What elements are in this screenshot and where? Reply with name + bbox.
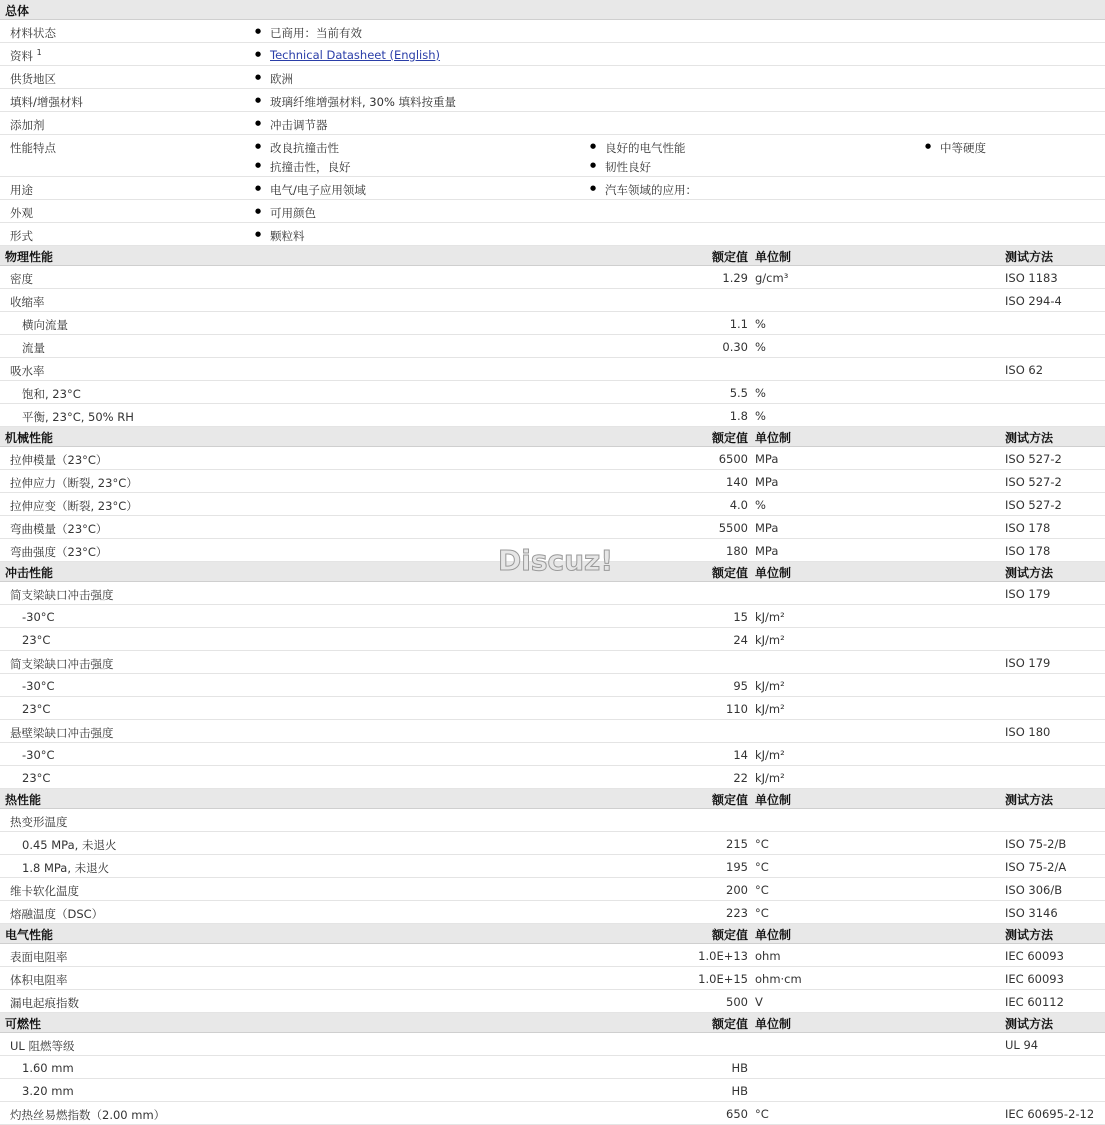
table-row <box>0 697 1105 720</box>
row-value: 140 <box>726 475 748 489</box>
row-value: 110 <box>726 702 748 716</box>
table-row <box>0 855 1105 878</box>
bullet-item: ● 电气/电子应用领域 <box>270 182 366 198</box>
row-label: 悬壁梁缺口冲击强度 <box>10 726 114 740</box>
row-value: 1.29 <box>722 271 748 285</box>
footnote-marker: 1 <box>36 48 42 58</box>
row-unit: kJ/m² <box>755 771 785 785</box>
row-value: 223 <box>726 906 748 920</box>
row-value: 0.30 <box>722 340 748 354</box>
table-row <box>0 990 1105 1013</box>
table-row <box>0 135 1105 177</box>
row-value: 200 <box>726 883 748 897</box>
row-label: 弯曲模量（23°C） <box>10 522 108 536</box>
row-unit: kJ/m² <box>755 633 785 647</box>
row-value: HB <box>731 1061 748 1075</box>
row-label: 材料状态 <box>10 26 56 40</box>
table-row <box>0 335 1105 358</box>
col-header-value: 额定值 <box>711 928 748 942</box>
section-header-mechanical <box>0 427 1105 447</box>
row-unit: % <box>755 386 766 400</box>
table-row <box>0 266 1105 289</box>
col-header-value: 额定值 <box>711 566 748 580</box>
col-header-method: 测试方法 <box>1005 250 1054 264</box>
section-title: 机械性能 <box>5 431 54 445</box>
row-method: IEC 60093 <box>1005 949 1064 963</box>
table-row <box>0 1102 1105 1125</box>
row-label: 1.60 mm <box>22 1061 74 1075</box>
col-header-unit: 单位制 <box>755 431 792 445</box>
row-label: 简支梁缺口冲击强度 <box>10 657 114 671</box>
row-unit: kJ/m² <box>755 748 785 762</box>
row-method: ISO 178 <box>1005 544 1051 558</box>
row-unit: MPa <box>755 544 779 558</box>
row-unit: ohm <box>755 949 781 963</box>
table-row <box>0 809 1105 832</box>
row-method: ISO 179 <box>1005 656 1051 670</box>
row-unit: g/cm³ <box>755 271 789 285</box>
row-unit: % <box>755 340 766 354</box>
table-row <box>0 1033 1105 1056</box>
row-method: ISO 527-2 <box>1005 452 1062 466</box>
watermark: Discuz! <box>498 544 614 577</box>
col-header-value: 额定值 <box>711 250 748 264</box>
row-label: -30°C <box>22 610 55 624</box>
row-label: 热变形温度 <box>10 815 68 829</box>
row-value: 1.1 <box>729 317 748 331</box>
row-label: 流量 <box>22 341 45 355</box>
table-row <box>0 1056 1105 1079</box>
row-unit: kJ/m² <box>755 702 785 716</box>
row-label: 添加剂 <box>10 118 45 132</box>
row-value: 195 <box>726 860 748 874</box>
table-row <box>0 381 1105 404</box>
bullet-item: ● 韧性良好 <box>605 159 651 175</box>
col-header-value: 额定值 <box>711 431 748 445</box>
row-unit: % <box>755 498 766 512</box>
bullet-item: ● 冲击调节器 <box>270 117 328 133</box>
row-unit: MPa <box>755 452 779 466</box>
row-label: 23°C <box>22 702 51 716</box>
row-method: IEC 60695-2-12 <box>1005 1107 1095 1121</box>
row-label: 资料 $^1$ <box>10 48 42 63</box>
row-value: HB <box>731 1084 748 1098</box>
table-row <box>0 223 1105 246</box>
table-row <box>0 1079 1105 1102</box>
row-label: 维卡软化温度 <box>10 884 79 898</box>
row-label: 拉伸应变（断裂, 23°C） <box>10 499 138 513</box>
row-unit: ohm·cm <box>755 972 802 986</box>
row-label: 灼热丝易燃指数（2.00 mm） <box>10 1108 166 1122</box>
col-header-unit: 单位制 <box>755 566 792 580</box>
col-header-unit: 单位制 <box>755 793 792 807</box>
row-label: 形式 <box>10 229 33 243</box>
bullet-item: ● 汽车领域的应用： <box>605 182 697 198</box>
table-row <box>0 89 1105 112</box>
row-method: ISO 306/B <box>1005 883 1063 897</box>
bullet-item: ● 颗粒料 <box>270 228 305 244</box>
col-header-method: 测试方法 <box>1005 566 1054 580</box>
row-label: 23°C <box>22 633 51 647</box>
table-row <box>0 358 1105 381</box>
table-row <box>0 516 1105 539</box>
table-row <box>0 832 1105 855</box>
row-label: 熔融温度（DSC） <box>10 907 104 921</box>
row-unit: kJ/m² <box>755 679 785 693</box>
row-method: ISO 527-2 <box>1005 475 1062 489</box>
bullet-item: ● 中等硬度 <box>940 140 986 156</box>
col-header-method: 测试方法 <box>1005 431 1054 445</box>
row-label: 弯曲强度（23°C） <box>10 545 108 559</box>
table-row <box>0 878 1105 901</box>
table-row <box>0 967 1105 990</box>
section-title: 电气性能 <box>5 928 54 942</box>
section-title: 总体 <box>5 4 30 18</box>
row-method: ISO 1183 <box>1005 271 1058 285</box>
col-header-unit: 单位制 <box>755 928 792 942</box>
section-title: 物理性能 <box>5 250 54 264</box>
table-row <box>0 404 1105 427</box>
row-unit: V <box>755 995 763 1009</box>
row-method: ISO 179 <box>1005 587 1051 601</box>
row-method: IEC 60112 <box>1005 995 1064 1009</box>
table-row <box>0 743 1105 766</box>
row-label: 填料/增强材料 <box>10 95 83 109</box>
row-label: 拉伸应力（断裂, 23°C） <box>10 476 138 490</box>
row-value: 4.0 <box>729 498 748 512</box>
row-label: 简支梁缺口冲击强度 <box>10 588 114 602</box>
table-row <box>0 605 1105 628</box>
row-value: 1.0E+13 <box>698 949 748 963</box>
row-value: 1.8 <box>729 409 748 423</box>
col-header-unit: 单位制 <box>755 250 792 264</box>
row-label: 3.20 mm <box>22 1084 74 1098</box>
row-label: 体积电阻率 <box>10 973 68 987</box>
row-unit: MPa <box>755 521 779 535</box>
row-value: 24 <box>733 633 748 647</box>
row-method: ISO 294-4 <box>1005 294 1062 308</box>
row-unit: kJ/m² <box>755 610 785 624</box>
row-label: 23°C <box>22 771 51 785</box>
col-header-method: 测试方法 <box>1005 793 1054 807</box>
table-row <box>0 289 1105 312</box>
row-value: 6500 <box>718 452 748 466</box>
row-label: 饱和, 23°C <box>22 387 81 401</box>
row-value: 22 <box>733 771 748 785</box>
bullet-item: ● 玻璃纤维增强材料, 30% 填料按重量 <box>270 94 456 110</box>
bullet-item: ● 抗撞击性，良好 <box>270 159 351 175</box>
table-row <box>0 66 1105 89</box>
bullet-item: ● 已商用：当前有效 <box>270 25 362 41</box>
section-header-flammability <box>0 1013 1105 1033</box>
section-title: 可燃性 <box>5 1017 42 1031</box>
bullet-item: ● 欧洲 <box>270 71 293 87</box>
table-row <box>0 200 1105 223</box>
row-unit: °C <box>755 1107 769 1121</box>
row-label: UL 阻燃等级 <box>10 1039 75 1053</box>
row-label: 横向流量 <box>22 318 68 332</box>
row-unit: °C <box>755 860 769 874</box>
table-row <box>0 628 1105 651</box>
bullet-item: ● 可用颜色 <box>270 205 316 221</box>
row-value: 15 <box>733 610 748 624</box>
col-header-method: 测试方法 <box>1005 1017 1054 1031</box>
row-label: 0.45 MPa, 未退火 <box>22 838 117 852</box>
row-label: 漏电起痕指数 <box>10 996 79 1010</box>
row-method: IEC 60093 <box>1005 972 1064 986</box>
row-label: 吸水率 <box>10 364 45 378</box>
row-method: ISO 527-2 <box>1005 498 1062 512</box>
section-header-physical <box>0 246 1105 266</box>
table-row <box>0 470 1105 493</box>
bullet-item: ● 良好的电气性能 <box>605 140 686 156</box>
table-row <box>0 493 1105 516</box>
datasheet-link[interactable]: Technical Datasheet (English) <box>270 48 441 62</box>
table-row <box>0 944 1105 967</box>
row-label: 拉伸模量（23°C） <box>10 453 108 467</box>
section-title: 冲击性能 <box>5 566 54 580</box>
row-label: -30°C <box>22 679 55 693</box>
table-row <box>0 651 1105 674</box>
col-header-method: 测试方法 <box>1005 928 1054 942</box>
table-row <box>0 20 1105 43</box>
row-label: -30°C <box>22 748 55 762</box>
table-row <box>0 766 1105 789</box>
row-label: 供货地区 <box>10 72 56 86</box>
table-row <box>0 447 1105 470</box>
row-value: 1.0E+15 <box>698 972 748 986</box>
row-label: 表面电阻率 <box>10 950 68 964</box>
section-header-electrical <box>0 924 1105 944</box>
col-header-value: 额定值 <box>711 793 748 807</box>
row-label: 1.8 MPa, 未退火 <box>22 861 110 875</box>
row-label: 密度 <box>10 272 33 286</box>
col-header-unit: 单位制 <box>755 1017 792 1031</box>
section-title: 热性能 <box>5 793 42 807</box>
row-label: 平衡, 23°C, 50% RH <box>22 410 134 424</box>
row-unit: °C <box>755 906 769 920</box>
row-label: 外观 <box>10 206 33 220</box>
table-row <box>0 43 1105 66</box>
bullet-item <box>270 48 440 62</box>
bullet-item: ● 改良抗撞击性 <box>270 140 339 156</box>
row-value: 500 <box>726 995 748 1009</box>
row-unit: °C <box>755 837 769 851</box>
row-method: ISO 75-2/A <box>1005 860 1067 874</box>
row-label: 收缩率 <box>10 295 45 309</box>
col-header-value: 额定值 <box>711 1017 748 1031</box>
row-label: 性能特点 <box>10 141 56 155</box>
row-unit: MPa <box>755 475 779 489</box>
row-value: 650 <box>726 1107 748 1121</box>
row-method: ISO 3146 <box>1005 906 1058 920</box>
row-unit: % <box>755 409 766 423</box>
table-row <box>0 312 1105 335</box>
row-value: 215 <box>726 837 748 851</box>
row-method: UL 94 <box>1005 1038 1039 1052</box>
table-row <box>0 901 1105 924</box>
row-value: 180 <box>726 544 748 558</box>
row-method: ISO 62 <box>1005 363 1044 377</box>
row-value: 5.5 <box>729 386 748 400</box>
table-row <box>0 582 1105 605</box>
row-method: ISO 180 <box>1005 725 1051 739</box>
table-row <box>0 112 1105 135</box>
row-value: 5500 <box>718 521 748 535</box>
row-unit: °C <box>755 883 769 897</box>
row-value: 95 <box>733 679 748 693</box>
table-row <box>0 720 1105 743</box>
row-label: 用途 <box>10 183 33 197</box>
table-row <box>0 674 1105 697</box>
row-unit: % <box>755 317 766 331</box>
section-header-thermal <box>0 789 1105 809</box>
row-method: ISO 75-2/B <box>1005 837 1067 851</box>
row-method: ISO 178 <box>1005 521 1051 535</box>
row-value: 14 <box>733 748 748 762</box>
table-row <box>0 177 1105 200</box>
property-sections <box>0 246 1105 1125</box>
section-header-general <box>0 0 1105 20</box>
